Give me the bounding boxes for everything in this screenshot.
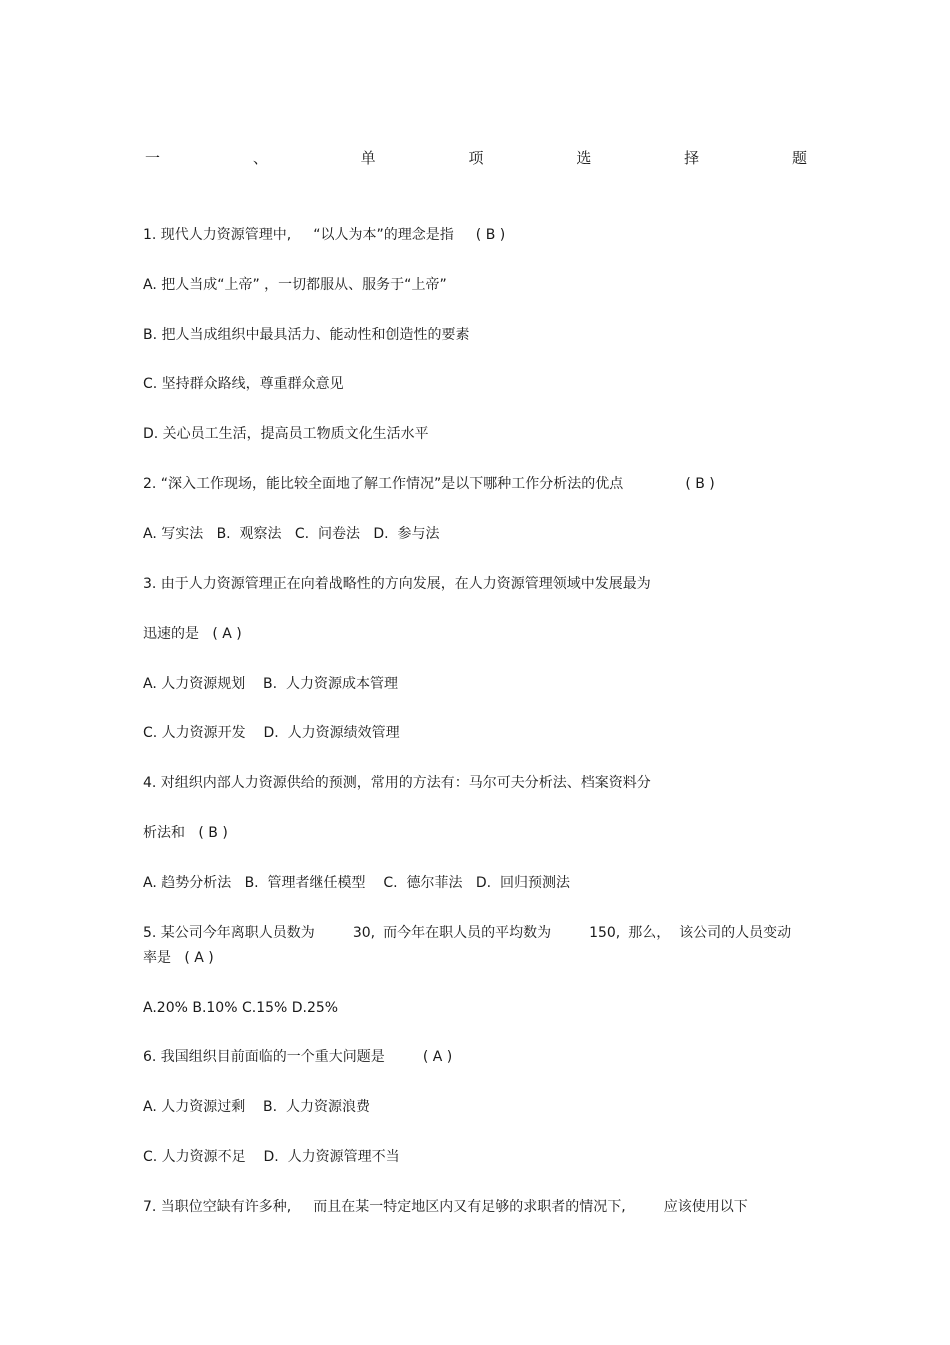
question-4-stem: 4. 对组织内部人力资源供给的预测，常用的方法有：马尔可夫分析法、档案资料分 bbox=[143, 775, 651, 791]
question-4-options: A. 趋势分析法 B. 管理者继任模型 C. 德尔菲法 D. 回归预测法 bbox=[143, 875, 570, 891]
question-1-stem: 1. 现代人力资源管理中, “以人为本”的理念是指 ( B ) bbox=[143, 227, 506, 243]
question-6-options-ab: A. 人力资源过剩 B. 人力资源浪费 bbox=[143, 1099, 370, 1115]
question-3-stem: 3. 由于人力资源管理正在向着战略性的方向发展，在人力资源管理领域中发展最为 bbox=[143, 576, 651, 592]
question-3-options-cd: C. 人力资源开发 D. 人力资源绩效管理 bbox=[143, 725, 400, 741]
question-5-stem: 5. 某公司今年离职人员数为 30, 而今年在职人员的平均数为 150, 那么， 该公司的人员变动 bbox=[143, 925, 792, 941]
heading-char: 项 bbox=[468, 149, 484, 167]
heading-char: 题 bbox=[791, 149, 807, 167]
heading-char: 、 bbox=[252, 149, 268, 167]
question-4-stem-continued: 析法和 ( B ) bbox=[143, 825, 228, 841]
section-heading bbox=[145, 148, 807, 168]
question-2-stem: 2. “深入工作现场，能比较全面地了解工作情况”是以下哪种工作分析法的优点 ( B ) bbox=[143, 476, 715, 492]
question-6-options-cd: C. 人力资源不足 D. 人力资源管理不当 bbox=[143, 1149, 400, 1165]
question-3-options-ab: A. 人力资源规划 B. 人力资源成本管理 bbox=[143, 676, 398, 692]
heading-char: 单 bbox=[360, 149, 376, 167]
question-1-option-a: A. 把人当成“上帝” ，一切都服从、服务于“上帝” bbox=[143, 277, 447, 293]
question-7-stem: 7. 当职位空缺有许多种, 而且在某一特定地区内又有足够的求职者的情况下, 应该使用以下 bbox=[143, 1199, 748, 1215]
question-5-options: A.20% B.10% C.15% D.25% bbox=[143, 1000, 339, 1016]
answer-key: ( A ) bbox=[422, 1049, 453, 1065]
question-1-option-d: D. 关心员工生活，提高员工物质文化生活水平 bbox=[143, 426, 429, 442]
heading-char: 选 bbox=[576, 149, 592, 167]
question-3-stem-continued: 迅速的是 ( A ) bbox=[143, 626, 242, 642]
heading-char: 一 bbox=[145, 149, 161, 167]
question-1-option-c: C. 坚持群众路线，尊重群众意见 bbox=[143, 376, 344, 392]
question-1-option-b: B. 把人当成组织中最具活力、能动性和创造性的要素 bbox=[143, 327, 470, 343]
answer-key: ( B ) bbox=[475, 227, 506, 243]
question-6-stem: 6. 我国组织目前面临的一个重大问题是 ( A ) bbox=[143, 1049, 453, 1065]
question-2-options: A. 写实法 B. 观察法 C. 问卷法 D. 参与法 bbox=[143, 526, 440, 542]
question-5-stem-continued: 率是 ( A ) bbox=[143, 950, 214, 966]
answer-key: ( B ) bbox=[685, 476, 715, 492]
heading-char: 择 bbox=[684, 149, 700, 167]
